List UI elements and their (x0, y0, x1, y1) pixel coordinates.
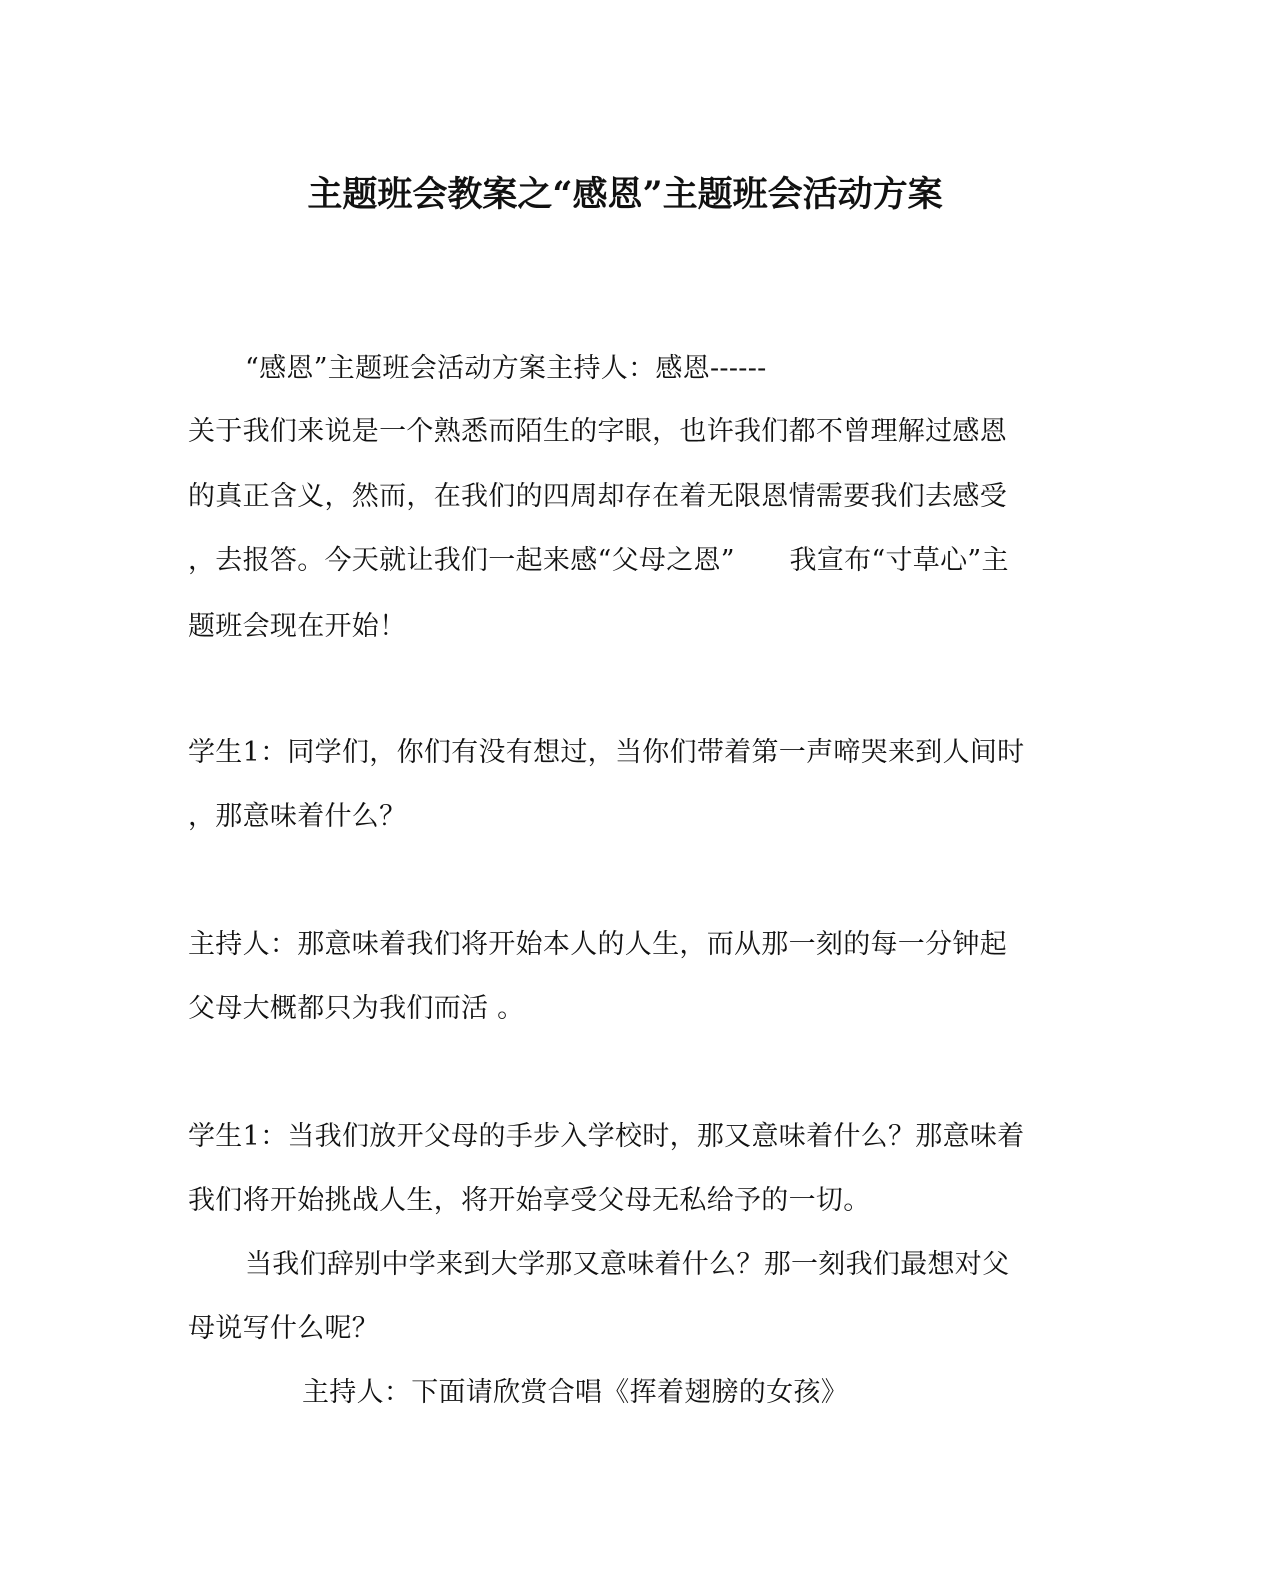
paragraph-line: ，去报答。今天就让我们一起来感“父母之恩” 我宣布“寸草心”主 (188, 545, 1009, 576)
paragraph-line: 主持人：下面请欣赏合唱《挥着翅膀的女孩》 (302, 1377, 848, 1408)
paragraph-line: 学生1：同学们，你们有没有想过，当你们带着第一声啼哭来到人间时 (188, 737, 1025, 768)
paragraph-line: 主持人：那意味着我们将开始本人的人生，而从那一刻的每一分钟起 (188, 929, 1007, 960)
paragraph-line: 的真正含义，然而，在我们的四周却存在着无限恩情需要我们去感受 (188, 481, 1007, 512)
paragraph-line: 我们将开始挑战人生，将开始享受父母无私给予的一切。 (188, 1185, 871, 1216)
paragraph-line: 题班会现在开始！ (188, 611, 407, 642)
paragraph-line: 学生1：当我们放开父母的手步入学校时，那又意味着什么？那意味着 (188, 1121, 1025, 1152)
paragraph-line: 父母大概都只为我们而活 。 (188, 993, 525, 1024)
paragraph-line: “感恩”主题班会活动方案主持人：感恩------ (245, 353, 767, 384)
document-title: 主题班会教案之“感恩”主题班会活动方案 (307, 174, 943, 215)
paragraph-line: ，那意味着什么？ (188, 801, 407, 832)
paragraph-line: 母说写什么呢？ (188, 1313, 380, 1344)
paragraph-line: 关于我们来说是一个熟悉而陌生的字眼，也许我们都不曾理解过感恩 (188, 416, 1007, 447)
paragraph-line: 当我们辞别中学来到大学那又意味着什么？那一刻我们最想对父 (245, 1249, 1010, 1280)
